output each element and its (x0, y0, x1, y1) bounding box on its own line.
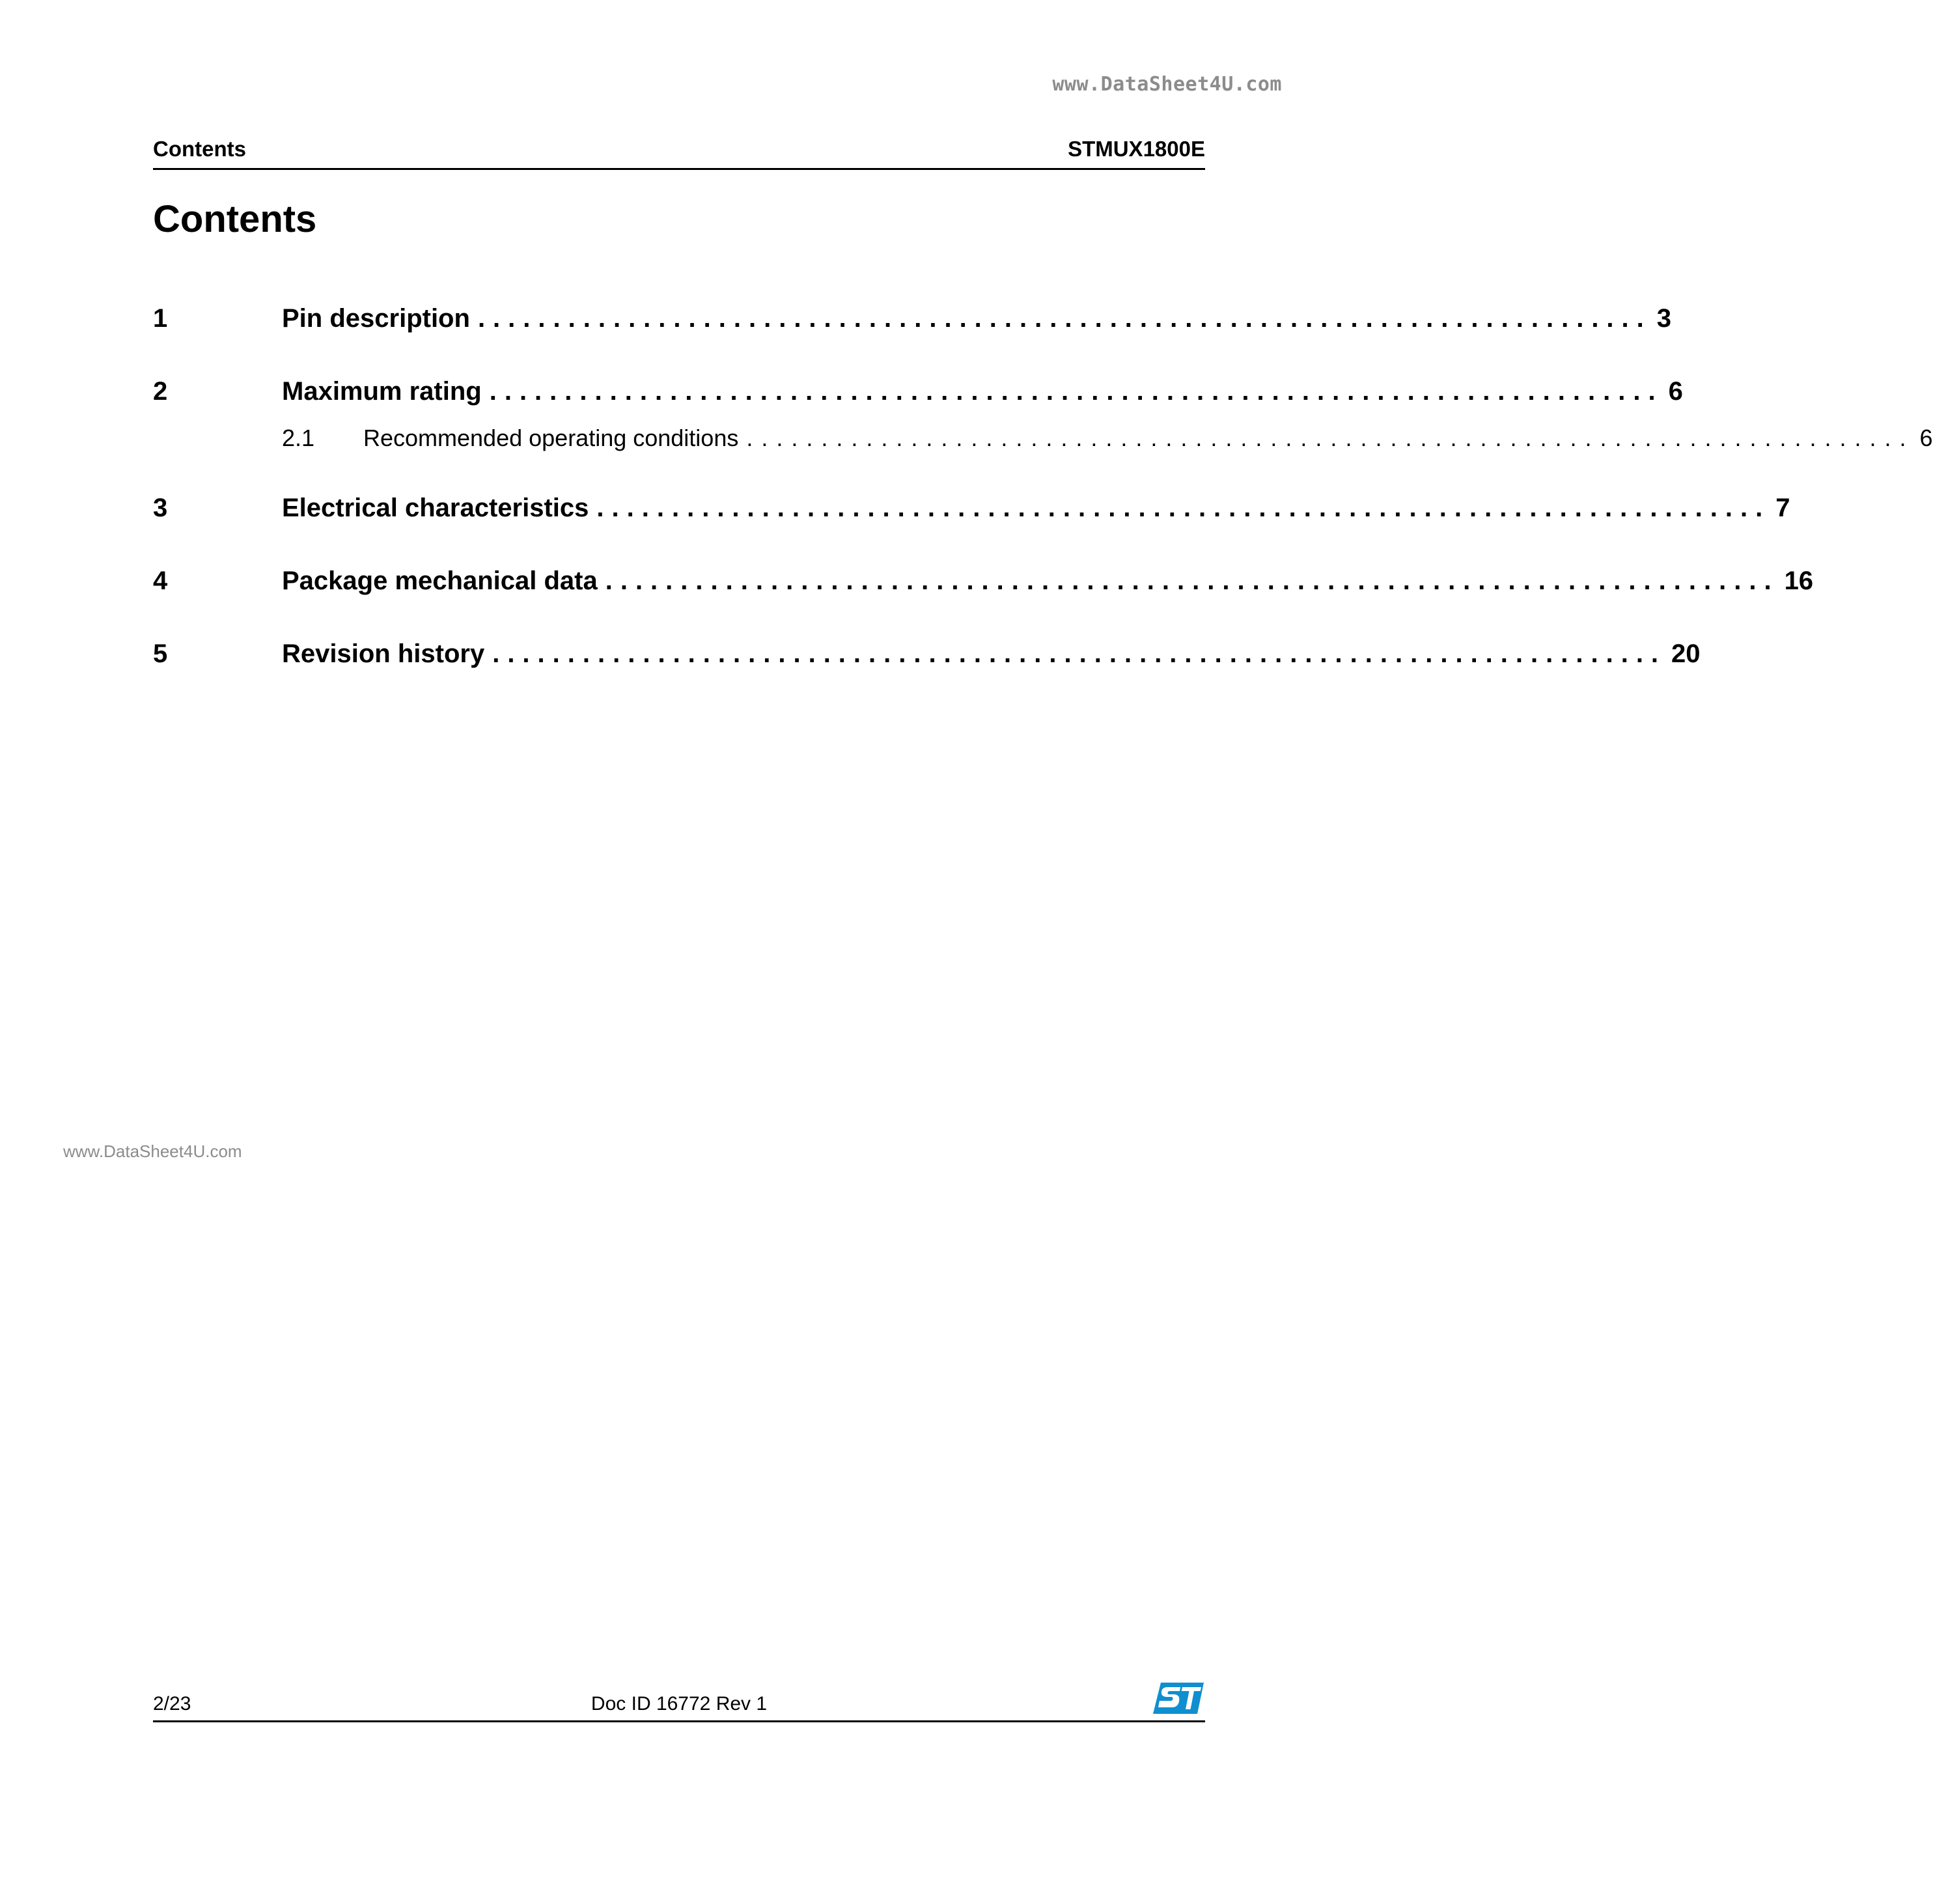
toc-leader: .............................................................................. (596, 494, 1771, 522)
toc-title: Maximum rating (282, 377, 482, 406)
page-header (153, 130, 1205, 170)
toc-leader: .............................................................................. (477, 304, 1652, 333)
page-footer (153, 1681, 1205, 1722)
header-section: Contents (153, 137, 246, 161)
toc-page: 16 (1784, 567, 1814, 595)
toc-entry-5[interactable] (153, 639, 1701, 669)
toc-title: Recommended operating conditions (363, 425, 739, 451)
toc-leader: .............................................................................. (489, 377, 1663, 406)
toc-page: 7 (1775, 494, 1790, 522)
toc-title: Electrical characteristics (282, 494, 589, 522)
toc-number: 5 (153, 639, 168, 668)
toc-page: 6 (1668, 377, 1683, 406)
toc-title: Revision history (282, 639, 485, 668)
toc-entry-2[interactable] (153, 377, 1683, 406)
toc-entry-1[interactable] (153, 304, 1672, 333)
toc-entry-3[interactable] (153, 494, 1790, 523)
header-product: STMUX1800E (1068, 137, 1205, 161)
toc-entry-4[interactable] (153, 567, 1814, 596)
watermark-top: www.DataSheet4U.com (1052, 73, 1282, 96)
toc-page: 6 (1919, 425, 1933, 451)
watermark-left: www.DataSheet4U.com (63, 1141, 242, 1161)
toc-number: 4 (153, 567, 168, 595)
footer-page-number: 2/23 (153, 1693, 191, 1715)
toc-leader: .............................................................................. (492, 639, 1667, 668)
footer-doc-id: Doc ID 16772 Rev 1 (591, 1693, 768, 1715)
toc-title: Pin description (282, 304, 470, 333)
st-logo-icon (1152, 1681, 1205, 1715)
toc-entry-2-1[interactable] (153, 425, 1933, 452)
page-title: Contents (153, 198, 317, 240)
toc-leader: .............................................................................. (746, 425, 1915, 451)
toc-leader: .............................................................................. (605, 567, 1779, 595)
toc-page: 20 (1671, 639, 1701, 668)
toc-page: 3 (1656, 304, 1672, 333)
toc-title: Package mechanical data (282, 567, 598, 595)
toc-number: 1 (153, 304, 168, 333)
toc-number: 2 (153, 377, 168, 406)
toc-number: 2.1 (282, 425, 315, 451)
toc-number: 3 (153, 494, 168, 522)
